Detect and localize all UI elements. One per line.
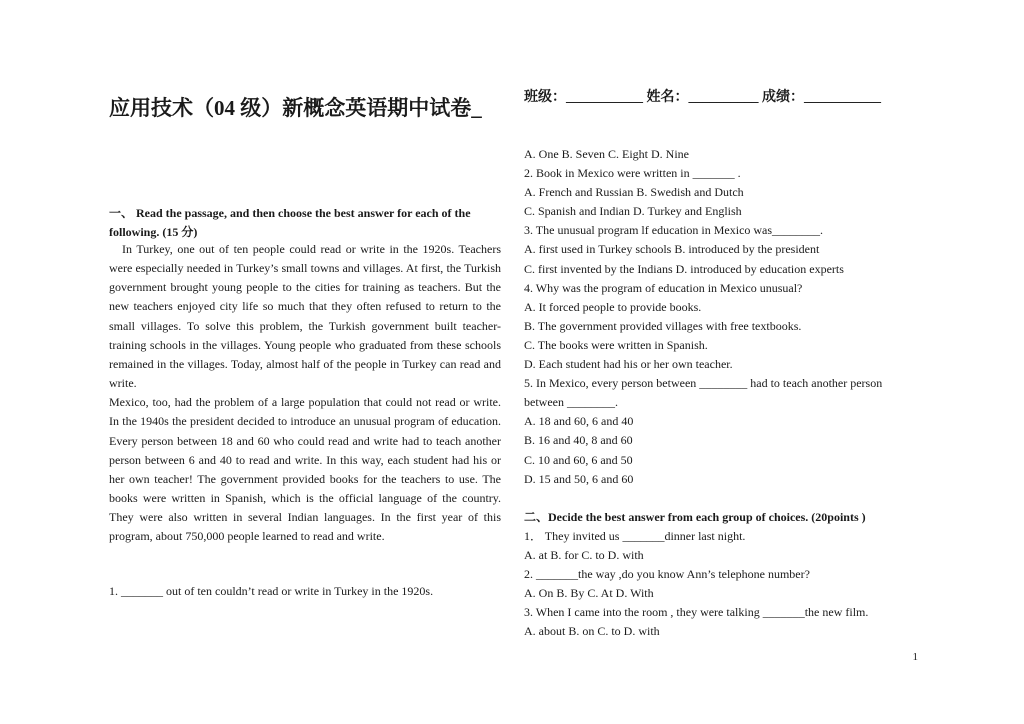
question-1-options: A. One B. Seven C. Eight D. Nine (524, 147, 689, 161)
question-5: 5. In Mexico, every person between ________ had to teach another person (524, 376, 883, 391)
question-5-option-d: D. 15 and 50, 6 and 60 (524, 471, 634, 486)
section2-question-2: 2. _______the way ,do you know Ann’s telephone number? (524, 567, 810, 582)
reading-passage (109, 240, 501, 547)
section2-heading: 二、Decide the best answer from each group of choices. (20points ) (524, 509, 866, 524)
section2-question-2-options: A. On B. By C. At D. With (524, 586, 654, 601)
passage-paragraph-turkey: In Turkey, one out of ten people could read or write in the 1920s. Teachers were especially needed in Turkey’s small towns and villages. At first, the Turkish government brought young people to the cities for training as teachers. But the new teachers enjoyed city life so much that they often refused to return to the small villages. To solve this problem, the Turkish government built teacher-training schools in the villages. Young people who graduated from these schools remained in the villages. Today, almost half of the people in Turkey can read and write. (109, 242, 501, 391)
section2-question-1-options: A. at B. for C. to D. with (524, 547, 644, 562)
spacer (524, 489, 924, 508)
passage-paragraph-mexico: Mexico, too, had the problem of a large population that could not read or write. In the 1940s the president decided to introduce an unusual program of education. Every person between 18 and 60 who could read and write had to teach another person between 6 and 40 to read and write. In this way, each student had his or her own teacher! The government provided books for the teachers to use. The books were written in Spanish, which is the official language of the country. They were also written in several Indian languages. In the first year of this program, about 750,000 people learned to read and write. (109, 395, 501, 544)
section1-heading: 一、 Read the passage, and then choose the best answer for each of the following. (15 分) (109, 206, 471, 239)
exam-title: 应用技术（04 级）新概念英语期中试卷_ (109, 96, 482, 120)
question-4-option-d: D. Each student had his or her own teacher. (524, 357, 733, 372)
question-5-option-b: B. 16 and 40, 8 and 60 (524, 433, 633, 448)
question-4: 4. Why was the program of education in Mexico unusual? (524, 280, 803, 295)
section2-question-1: 1． They invited us _______dinner last night. (524, 528, 746, 543)
question-5-option-a: A. 18 and 60, 6 and 40 (524, 414, 634, 429)
section2-question-3: 3. When I came into the room , they were talking _______the new film. (524, 605, 869, 620)
question-4-option-b: B. The government provided villages with free textbooks. (524, 318, 802, 333)
question-3: 3. The unusual program lf education in Mexico was________. (524, 223, 824, 238)
page-number: 1 (912, 651, 918, 663)
question-4-option-a: A. It forced people to provide books. (524, 299, 702, 314)
question-3-options-ab: A. first used in Turkey schools B. introduced by the president (524, 242, 820, 257)
question-3-options-cd: C. first invented by the Indians D. introduced by education experts (524, 261, 844, 276)
section2-question-3-options: A. about B. on C. to D. with (524, 624, 660, 639)
question-4-option-c: C. The books were written in Spanish. (524, 337, 708, 352)
student-info-line: 班级：___________ 姓名：__________ 成绩：___________ (524, 90, 881, 105)
right-column (524, 145, 924, 641)
question-1: 1. _______ out of ten couldn’t read or write in Turkey in the 1920s. (109, 584, 434, 598)
question-2: 2. Book in Mexico were written in _______ . (524, 166, 741, 181)
question-2-options-ab: A. French and Russian B. Swedish and Dutch (524, 185, 744, 200)
question-5-option-c: C. 10 and 60, 6 and 50 (524, 452, 633, 467)
question-2-options-cd: C. Spanish and Indian D. Turkey and English (524, 204, 742, 219)
question-5-continued: between ________. (524, 395, 618, 410)
